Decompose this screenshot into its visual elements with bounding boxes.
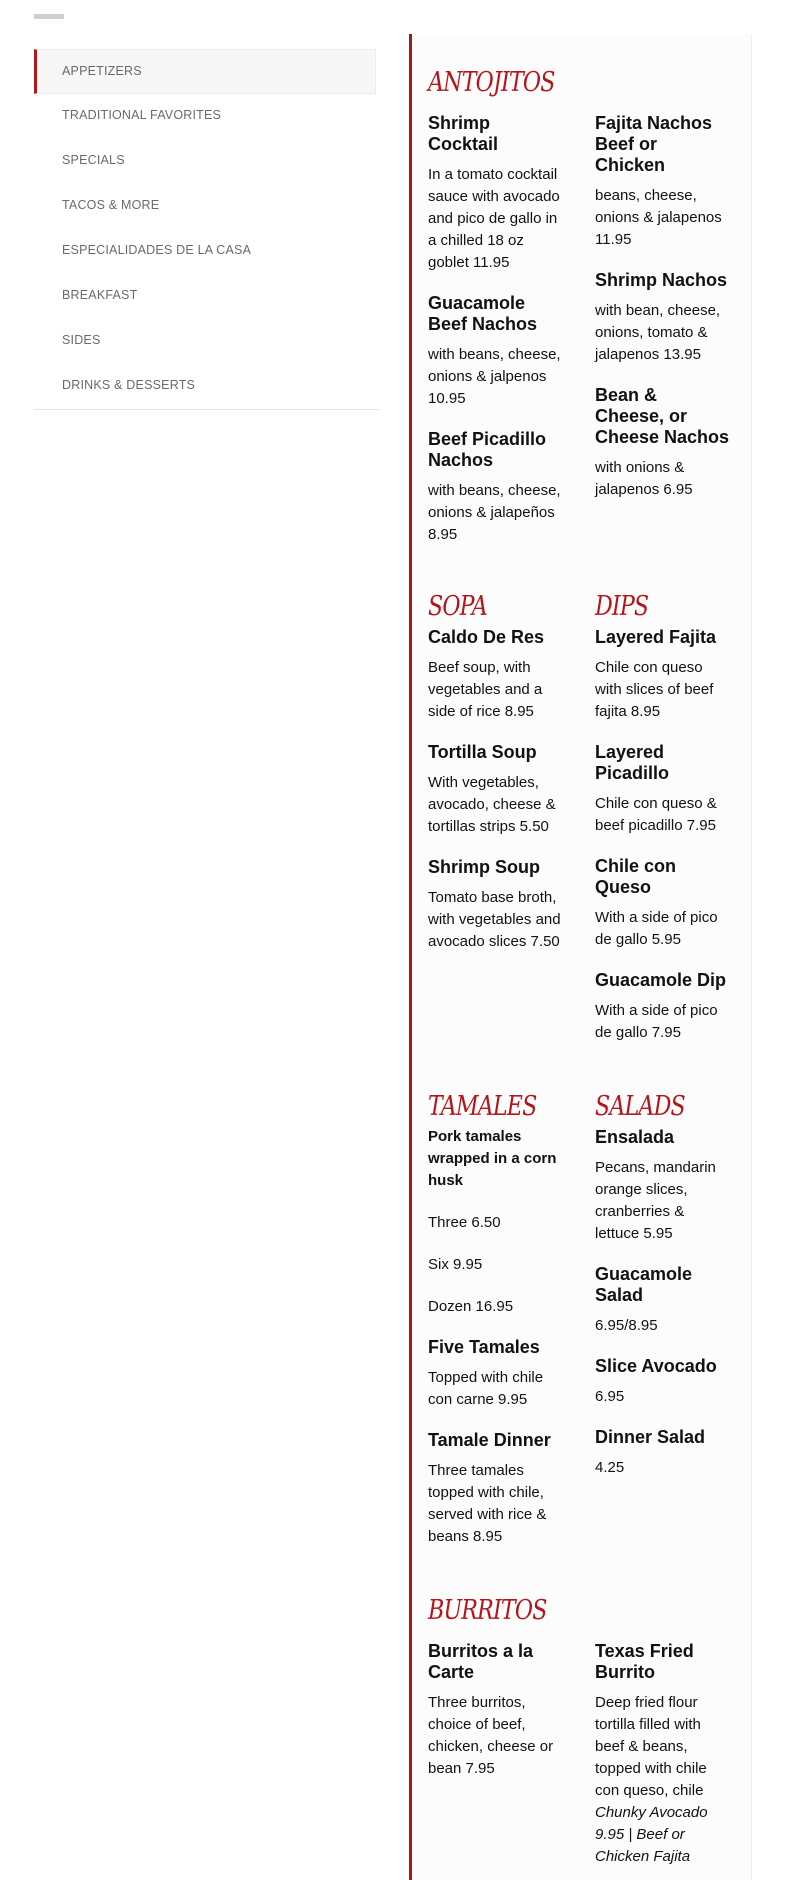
tamales-column: [428, 1090, 564, 1548]
sidebar-item-breakfast[interactable]: BREAKFAST: [62, 288, 138, 302]
item-name: Texas Fried Burrito: [595, 1641, 694, 1682]
item-name: Guacamole Beef Nachos: [428, 293, 538, 334]
salads-column: [595, 1090, 731, 1479]
item-description: Topped with chile con carne 9.95: [428, 1369, 544, 1408]
item-name: Tortilla Soup: [428, 742, 537, 762]
item-description-variants: Chunky Avocado 9.95 | Beef or Chicken Fajita: [595, 1804, 708, 1865]
sidebar-item-sides[interactable]: SIDES: [62, 333, 101, 347]
item-name: Shrimp Cocktail: [428, 113, 499, 154]
tamales-price: Dozen 16.95: [428, 1298, 514, 1315]
category-title-dips: DIPS: [595, 591, 649, 622]
item-description: In a tomato cocktail sauce with avocado and pico de gallo in a chilled 18 oz goblet 11.95: [428, 166, 560, 271]
dips-column: [595, 590, 731, 1044]
item-name: Chile con Queso: [595, 856, 677, 897]
item-description: beans, cheese, onions & jalapenos 11.95: [595, 187, 722, 248]
category-title-burritos: BURRITOS: [428, 1595, 547, 1626]
item-description: Beef soup, with vegetables and a side of rice 8.95: [428, 659, 543, 720]
item-description: with beans, cheese, onions & jalpenos 10.95: [428, 346, 561, 407]
item-description: with beans, cheese, onions & jalapeños 8.95: [428, 482, 561, 543]
category-title-salads: SALADS: [595, 1091, 685, 1122]
item-name: Fajita Nachos Beef or Chicken: [595, 113, 713, 175]
item-name: Dinner Salad: [595, 1427, 706, 1447]
burritos-right-column: [595, 1641, 731, 1868]
item-description: 6.95: [595, 1388, 625, 1405]
antojitos-left-column: [428, 66, 564, 546]
item-description: 6.95/8.95: [595, 1317, 658, 1334]
item-description: Tomato base broth, with vegetables and avocado slices 7.50: [428, 889, 561, 950]
tamales-price: Three 6.50: [428, 1214, 501, 1231]
item-name: Tamale Dinner: [428, 1430, 551, 1450]
item-description: Chile con queso & beef picadillo 7.95: [595, 795, 717, 834]
item-name: Caldo De Res: [428, 627, 545, 647]
sidebar-item-specials[interactable]: SPECIALS: [62, 153, 125, 167]
item-description: With a side of pico de gallo 7.95: [595, 1002, 718, 1041]
item-name: Guacamole Dip: [595, 970, 727, 990]
sidebar-item-appetizers[interactable]: APPETIZERS: [34, 49, 376, 94]
item-name: Bean & Cheese, or Cheese Nachos: [595, 385, 730, 447]
item-name: Five Tamales: [428, 1337, 540, 1357]
item-name: Layered Picadillo: [595, 742, 670, 783]
item-description: Deep fried flour tortilla filled with beef & beans, topped with chile con queso, chile: [595, 1694, 707, 1799]
item-description: Three tamales topped with chile, served with rice & beans 8.95: [428, 1462, 547, 1545]
item-description: 4.25: [595, 1459, 625, 1476]
sidebar-item-drinks-desserts[interactable]: DRINKS & DESSERTS: [62, 378, 196, 392]
item-name: Layered Fajita: [595, 627, 717, 647]
item-name: Shrimp Soup: [428, 857, 540, 877]
burritos-left-column: [428, 1594, 564, 1780]
sidebar-item-especialidades[interactable]: ESPECIALIDADES DE LA CASA: [62, 243, 252, 257]
item-name: Guacamole Salad: [595, 1264, 693, 1305]
item-name: Burritos a la Carte: [428, 1641, 534, 1682]
category-title-sopa: SOPA: [428, 591, 487, 622]
sidebar-item-traditional-favorites[interactable]: TRADITIONAL FAVORITES: [62, 108, 222, 122]
item-description: With a side of pico de gallo 5.95: [595, 909, 718, 948]
item-name: Beef Picadillo Nachos: [428, 429, 547, 470]
sopa-column: [428, 590, 564, 953]
item-description: Three burritos, choice of beef, chicken, cheese or bean 7.95: [428, 1694, 554, 1777]
tamales-price: Six 9.95: [428, 1256, 483, 1273]
item-description: With vegetables, avocado, cheese & tortillas strips 5.50: [428, 774, 556, 835]
category-title-tamales: TAMALES: [428, 1091, 537, 1122]
tamales-intro: Pork tamales wrapped in a corn husk: [428, 1128, 557, 1189]
item-name: Slice Avocado: [595, 1356, 717, 1376]
item-description: Chile con queso with slices of beef fajita 8.95: [595, 659, 714, 720]
item-name: Ensalada: [595, 1127, 675, 1147]
item-name: Shrimp Nachos: [595, 270, 728, 290]
item-description: Pecans, mandarin orange slices, cranberries & lettuce 5.95: [595, 1159, 716, 1242]
item-description: with onions & jalapenos 6.95: [595, 459, 693, 498]
category-sidebar: [34, 49, 380, 410]
antojitos-right-column: [595, 113, 731, 501]
item-description: with bean, cheese, onions, tomato & jalapenos 13.95: [595, 302, 721, 363]
sidebar-item-tacos-more[interactable]: TACOS & MORE: [62, 198, 160, 212]
category-title-antojitos: ANTOJITOS: [428, 67, 555, 98]
menu-toggle-bar[interactable]: [34, 14, 64, 19]
menu-panel: [409, 34, 752, 1880]
